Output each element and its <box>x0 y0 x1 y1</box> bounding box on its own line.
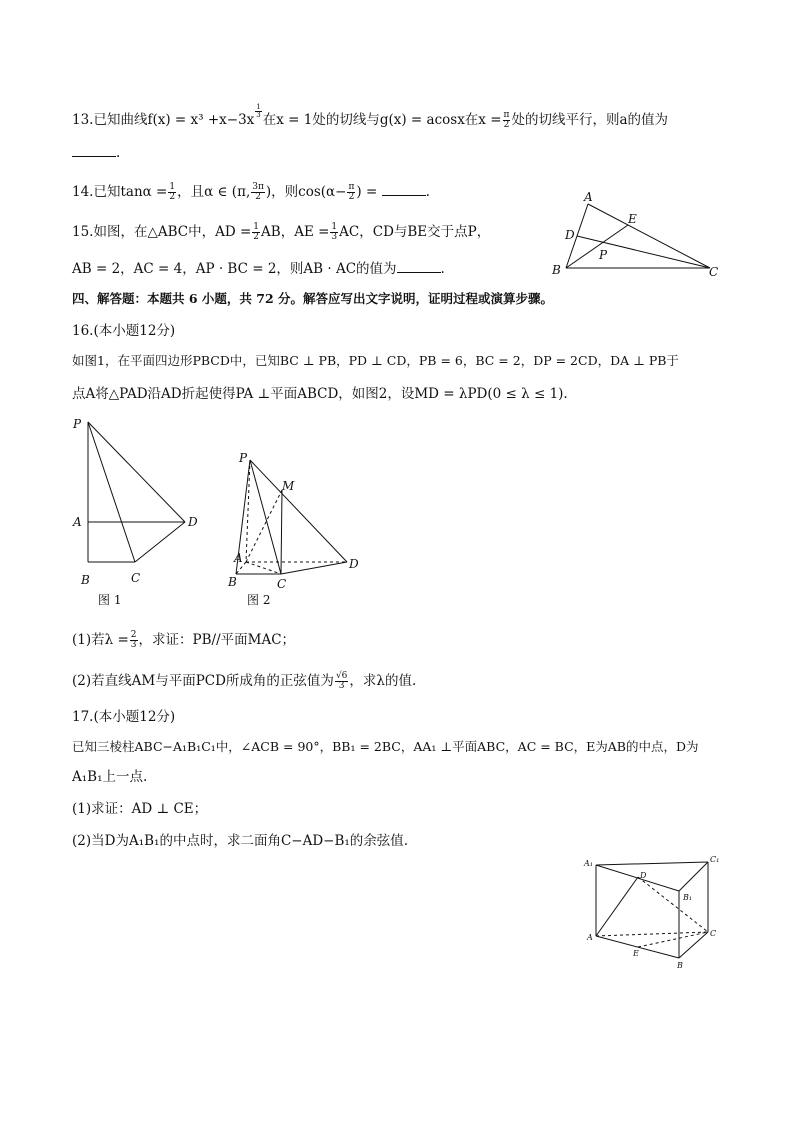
q17-part-2: (2)当D为A₁B₁的中点时，求二面角C−AD−B₁的余弦值. <box>72 833 409 849</box>
q17-label-B1: B₁ <box>683 893 693 902</box>
q15-label-B: B <box>552 263 561 277</box>
fig1-label-B: B <box>81 573 90 587</box>
q17-label-C1: C₁ <box>710 855 720 864</box>
q16-part-1: (1)若λ = $\frac{2}{3}$ ，求证：PB//平面MAC； <box>72 630 296 650</box>
fig2-label-P: P <box>239 451 248 465</box>
q13-text-a: 已知曲线f(x) = x³ +x−3x <box>93 112 255 128</box>
fig1-label-P: P <box>73 417 82 431</box>
fig1-label-C: C <box>131 571 141 585</box>
q15-label-P: P <box>599 248 608 262</box>
q13-label: 13. <box>72 112 94 128</box>
q17-prism-figure <box>578 850 728 975</box>
fig2-label-D: D <box>349 557 359 571</box>
q13-answer-line: . <box>72 143 120 163</box>
q17-line-2: A₁B₁上一点. <box>72 769 148 785</box>
q16-part-2: (2)若直线AM与平面PCD所成角的正弦值为 $\frac{√6}{3}$ ，求λ的值. <box>72 671 417 691</box>
q15-label-C: C <box>709 265 719 279</box>
fig2-label-B: B <box>228 575 237 589</box>
q17-label-A1: A₁ <box>584 859 593 868</box>
q17-label-D: D <box>640 871 647 880</box>
q14-fraction-3: $\frac{\pi}{2}$ <box>348 182 355 202</box>
q13-text-b: 在x = 1处的切线与g(x) = acosx在x = <box>262 112 502 128</box>
q14-answer-blank[interactable] <box>382 183 426 196</box>
section-4-header: 四、解答题：本题共 6 小题，共 72 分。解答应写出文字说明，证明过程或演算步骤。 <box>72 291 554 306</box>
q16-title: 16.(本小题12分) <box>72 323 176 339</box>
q16-figure-2 <box>222 446 372 612</box>
q16-line-1: 如图1，在平面四边形PBCD中，已知BC ⊥ PB，PD ⊥ CD，PB = 6，BC = 2，DP = 2CD，DA ⊥ PB于 <box>72 353 679 368</box>
q15-answer-blank[interactable] <box>397 260 441 273</box>
q17-part-1: (1)求证：AD ⊥ CE； <box>72 801 208 817</box>
q14-label: 14. <box>72 184 94 200</box>
q16-sine-fraction: $\frac{√6}{3}$ <box>335 671 348 691</box>
q15-label: 15. <box>72 224 94 240</box>
q16-lambda-fraction: $\frac{2}{3}$ <box>130 630 137 650</box>
fig2-label-C: C <box>277 577 287 591</box>
q17-title: 17.(本小题12分) <box>72 709 176 725</box>
q16-line-2: 点A将△PAD沿AD折起使得PA ⊥平面ABCD，如图2，设MD = λPD(0 ≤ λ ≤ 1). <box>72 386 568 402</box>
q17-line-1: 已知三棱柱ABC−A₁B₁C₁中，∠ACB = 90°，BB₁ = 2BC，AA₁ ⊥平面ABC，AC = BC，E为AB的中点，D为 <box>72 739 699 754</box>
q13-exponent: $\frac{1}{3}$ <box>256 103 261 119</box>
fig2-label-A: A <box>234 551 243 565</box>
q14-line: 14.已知tanα = $\frac{1}{2}$ ，且α ∈ (π, $\frac{3\pi}{2}$ )，则cos(α− $\frac{\pi}{2}$ ) = . <box>72 182 430 202</box>
q13-line <box>72 103 669 130</box>
q13-pi-fraction: $\frac{\pi}{2}$ <box>503 110 510 130</box>
q15-line-2: AB = 2，AC = 4，AP · BC = 2，则AB · AC的值为 . <box>72 261 445 277</box>
q17-label-C: C <box>710 929 717 938</box>
q16-figure-1 <box>68 412 208 612</box>
q13-text-c: 处的切线平行，则a的值为 <box>511 112 669 128</box>
q13-answer-blank[interactable] <box>72 144 116 157</box>
q14-fraction-2: $\frac{3\pi}{2}$ <box>252 182 264 202</box>
fig2-label-M: M <box>282 479 295 493</box>
q15-fraction-1: $\frac{1}{2}$ <box>253 222 260 242</box>
q15-label-E: E <box>628 212 637 226</box>
q15-triangle-figure <box>548 192 728 282</box>
q17-label-E: E <box>633 949 639 958</box>
q14-fraction-1: $\frac{1}{2}$ <box>169 182 176 202</box>
q17-label-B: B <box>677 961 683 970</box>
fig1-label-D: D <box>188 515 198 529</box>
q17-label-A: A <box>587 933 593 942</box>
q15-line-1: 15.如图，在△ABC中，AD = $\frac{1}{2}$ AB，AE = $\frac{1}{3}$ AC，CD与BE交于点P， <box>72 222 491 242</box>
q15-label-D: D <box>565 228 575 242</box>
q15-label-A: A <box>584 192 593 204</box>
fig1-caption: 图 1 <box>98 593 122 607</box>
fig1-label-A: A <box>73 515 82 529</box>
q15-fraction-2: $\frac{1}{3}$ <box>331 222 338 242</box>
fig2-caption: 图 2 <box>247 593 271 607</box>
